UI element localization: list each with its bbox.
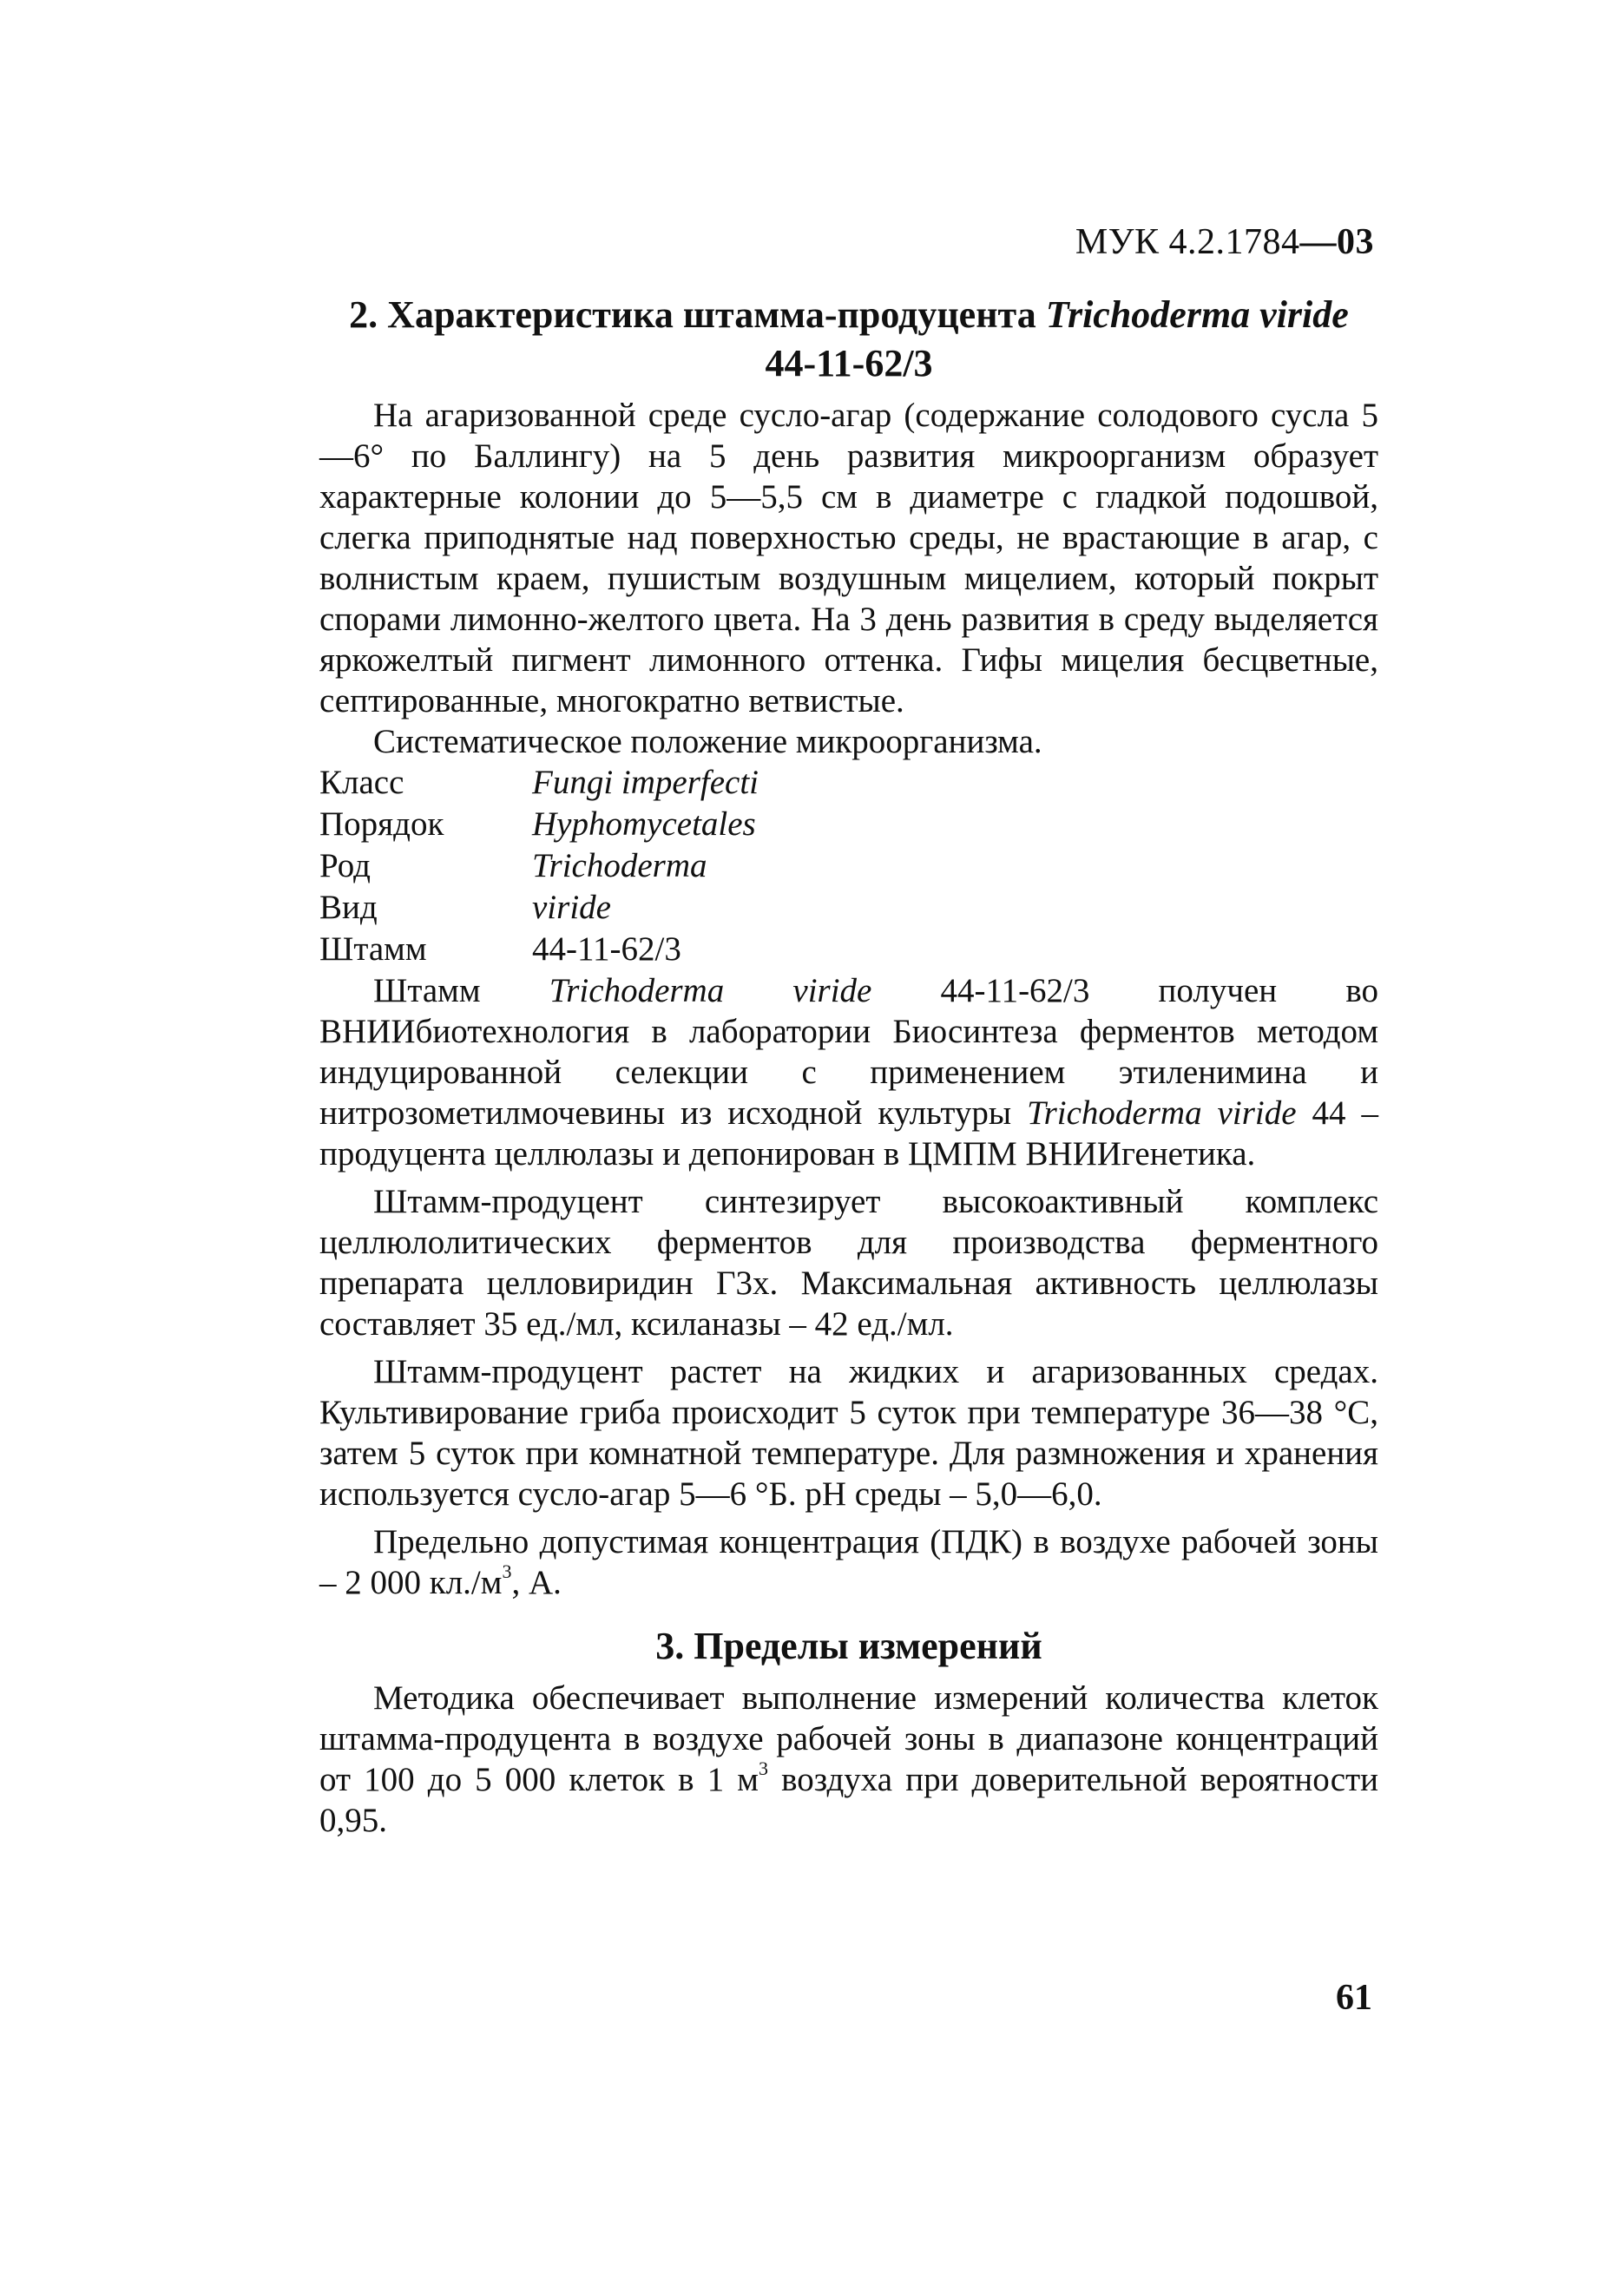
taxonomy-value: viride	[532, 889, 611, 926]
taxonomy-key: Порядок	[319, 805, 444, 843]
taxonomy-list	[319, 762, 1378, 970]
taxonomy-row	[319, 887, 1378, 929]
pdk-superscript: 3	[502, 1560, 512, 1582]
section-2-paragraph-origin	[319, 970, 1378, 1174]
section-2-paragraph-description: На агаризованной среде сусло-агар (содержание солодового сусла 5—6° по Баллингу) на 5 день развития микроорганизм образует характерные колонии до 5—5,5 см в диаметре с гладкой подошвой, слегка приподнятые над поверхностью среды, не врастающие в агар, с волнистым краем, пушистым воздушным мицелием, который покрыт спорами лимонно-желтого цвета. На 3 день развития в среду выделяется яркожелтый пигмент лимонного оттенка. Гифы мицелия бесцветные, септированные, многократно ветвистые.	[319, 397, 1378, 719]
pdk-text-b: , А.	[511, 1564, 562, 1601]
document-code-suffix: —03	[1299, 222, 1374, 262]
taxonomy-row	[319, 762, 1378, 804]
document-code-prefix: МУК 4.2.1784	[1075, 222, 1300, 262]
taxonomy-row	[319, 929, 1378, 970]
taxonomy-value: Trichoderma	[532, 847, 707, 884]
section-2-title	[319, 291, 1378, 388]
taxonomy-row	[319, 845, 1378, 887]
range-superscript: 3	[759, 1757, 768, 1779]
taxonomy-intro: Систематическое положение микроорганизма.	[373, 723, 1042, 760]
section-2-paragraph-pdk	[319, 1521, 1378, 1603]
page-number: 61	[1336, 1978, 1372, 2018]
taxonomy-key: Вид	[319, 889, 378, 926]
taxonomy-value: Hyphomycetales	[532, 805, 756, 843]
section-3-title: 3. Пределы измерений	[655, 1625, 1042, 1667]
pdk-text-a: Предельно допустимая концентрация (ПДК) в воздухе рабочей зоны – 2 000 кл./м	[319, 1523, 1378, 1601]
taxonomy-key: Род	[319, 847, 371, 884]
taxonomy-row	[319, 804, 1378, 845]
range-text-b: воздуха при доверительной вероятности 0,95.	[319, 1761, 1378, 1839]
section-2-paragraph-cultivation: Штамм-продуцент растет на жидких и агаризованных средах. Культивирование гриба происходит 5 суток при температуре 36—38 °С, затем 5 суток при комнатной температуре. Для размножения и хранения используется сусло-агар 5—6 °Б. pH среды – 5,0—6,0.	[319, 1353, 1378, 1513]
section-2-title-strain: 44-11-62/3	[765, 342, 933, 384]
taxonomy-value: 44-11-62/3	[532, 930, 681, 968]
taxonomy-key: Штамм	[319, 930, 427, 968]
origin-species-1: Trichoderma viride	[549, 972, 872, 1009]
taxonomy-value: Fungi imperfecti	[532, 764, 759, 801]
section-2-paragraph-activity: Штамм-продуцент синтезирует высокоактивный комплекс целлюлолитических ферментов для производства ферментного препарата целловиридин Г3х. Максимальная активность целлюлазы составляет 35 ед./мл, ксиланазы – 42 ед./мл.	[319, 1183, 1378, 1343]
range-text-a: Методика обеспечивает выполнение измерений количества клеток штамма-продуцента в воздухе рабочей зоны в диапазоне концентраций от 100 до 5 000 клеток в 1 м	[319, 1679, 1378, 1798]
origin-text-a: Штамм	[373, 972, 549, 1009]
section-2-title-prefix: 2. Характеристика штамма-продуцента	[349, 293, 1046, 336]
origin-text-b: 44-11-62/3 получен во ВНИИбиотехнология в лаборатории Биосинтеза ферментов методом индуцированной селекции с применением этиленимина и нитрозометилмочевины из исходной культуры	[319, 972, 1378, 1132]
section-3-paragraph	[319, 1678, 1378, 1841]
taxonomy-key: Класс	[319, 764, 404, 801]
main-content	[319, 291, 1378, 1841]
origin-species-2: Trichoderma viride	[1027, 1094, 1297, 1132]
origin-text-c: 44 – продуцента целлюлазы и депонирован в ЦМПМ ВНИИгенетика.	[319, 1094, 1378, 1173]
section-2-title-species: Trichoderma viride	[1045, 293, 1349, 336]
document-code	[1075, 221, 1374, 263]
